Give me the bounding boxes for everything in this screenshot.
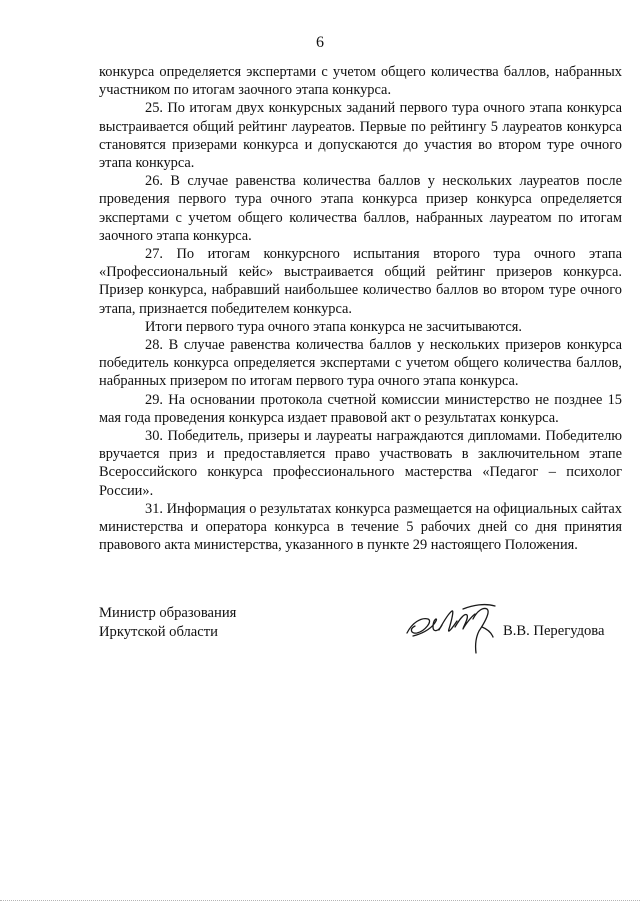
paragraph-27-note: Итоги первого тура очного этапа конкурса не засчитываются. [145,318,522,335]
paragraph-25: 25. По итогам двух конкурсных заданий первого тура очного этапа конкурса выстраивается общий рейтинг лауреатов. Первые по рейтингу 5 лауреатов конкурса становятся призерами конкурса и допускаются до участия во втором туре очного этапа конкурса. [99,100,622,172]
scan-edge-divider [0,900,640,901]
paragraph-31: 31. Информация о результатах конкурса размещается на официальных сайтах министерства и оператора конкурса в течение 5 рабочих дней со дня принятия правового акта министерства, указанного в пункте 29 настоящего Положения. [99,500,622,554]
document-body [99,63,622,554]
handwritten-signature-icon [403,597,503,657]
paragraph-30: 30. Победитель, призеры и лауреаты награждаются дипломами. Победителю вручается приз и предоставляется право участвовать в заключительном этапе Всероссийского конкурса профессионального мастерства «Педагог – психолог России». [99,428,622,499]
signer-name: В.В. Перегудова [503,623,605,639]
signatory-position [99,604,236,642]
signatory-position-line-1: Министр образования [99,605,237,621]
paragraph-27: 27. По итогам конкурсного испытания второго тура очного этапа «Профессиональный кейс» выстраивается общий рейтинг призеров конкурса. Призер конкурса, набравший наибольшее количество баллов во втором туре очного этапа, признается победителем конкурса. [99,246,622,317]
paragraph-24-continuation: конкурса определяется экспертами с учетом общего количества баллов, набранных участником по итогам заочного этапа конкурса. [99,64,622,99]
paragraph-28: 28. В случае равенства количества баллов у нескольких призеров конкурса победитель конкурса определяется экспертами с учетом общего количества баллов, набранных призером по итогам первого тура очного этапа конкурса. [99,337,622,390]
paragraph-26: 26. В случае равенства количества баллов у нескольких лауреатов после проведения первого тура очного этапа конкурса призер конкурса определяется экспертами с учетом общего количества баллов, набранных лауреатом по итогам заочного этапа конкурса. [99,173,622,244]
paragraph-29: 29. На основании протокола счетной комиссии министерство не позднее 15 мая года проведения конкурса издает правовой акт о результатах конкурса. [99,391,622,426]
page-number: 6 [316,34,324,51]
signatory-position-line-2: Иркутской области [99,624,218,640]
